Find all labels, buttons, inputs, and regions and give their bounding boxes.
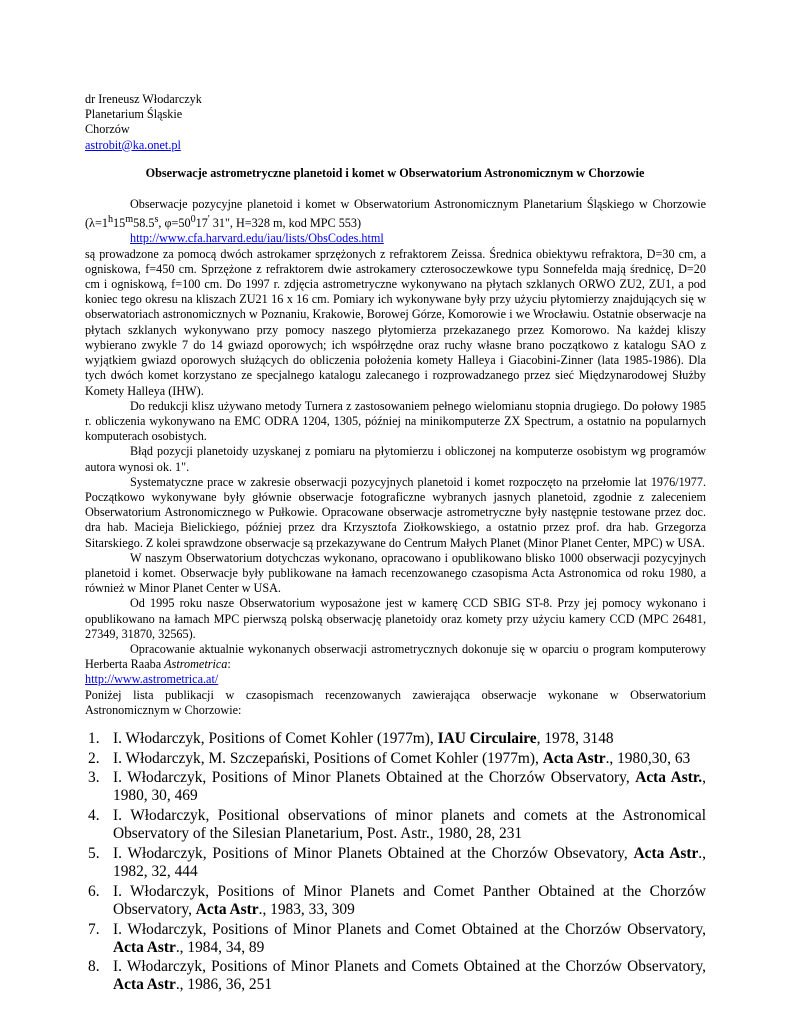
author-header [85, 92, 385, 153]
publication-list [80, 730, 706, 996]
publication-details: ., 1980,30, 63 [605, 749, 691, 767]
publication-text: I. Włodarczyk, Positions of Minor Planets and Comet Panther Obtained at the Chorzów Observatory, [113, 882, 706, 918]
publication-number: 7. [88, 920, 100, 938]
publication-text: I. Włodarczyk, Positions of Minor Planets Obtained at the Chorzów Obsevatory, [113, 844, 634, 862]
publication-details: , 1978, 3148 [536, 730, 614, 747]
astrometrica-link[interactable]: http://www.astrometrica.at/ [85, 672, 219, 687]
publication-number: 5. [88, 844, 100, 862]
publication-number: 2. [88, 749, 100, 767]
publication-details: ., 1983, 33, 309 [258, 900, 355, 918]
author-name: dr Ireneusz Włodarczyk [85, 92, 202, 106]
author-city: Chorzów [85, 122, 130, 137]
publication-journal: Acta Astr [195, 900, 259, 918]
publication-details: , 1980, 30, 469 [113, 769, 706, 805]
paragraph-location: Obserwacje pozycyjne planetoid i komet w Obserwatorium Astronomicznym Planetarium Śląskiego w Chorzowie ($\lambda=1^h15^m58.5^s$, $\varphi=50^017'$ 31", H=328 m, kod MPC 553) [85, 197, 706, 231]
publication-number: 6. [88, 882, 100, 900]
publication-item [80, 845, 706, 881]
publication-number: 8. [88, 958, 100, 976]
publication-number: 4. [88, 807, 100, 825]
publication-journal: Acta Astr [542, 749, 606, 767]
paragraph-error: Błąd pozycji planetoidy uzyskanej z pomiaru na płytomierzu i obliczonej na komputerze osobistym wg programów autora wynosi ok. 1". [85, 444, 706, 474]
publication-number: 3. [88, 769, 100, 787]
publication-item [80, 769, 706, 805]
publication-text: I. Włodarczyk, Positions of Minor Planets and Comets Obtained at the Chorzów Observatory, [113, 958, 706, 976]
publication-journal: IAU Circulaire [437, 730, 537, 747]
paragraph-software: Opracowanie aktualnie wykonanych obserwacji astrometrycznych dokonuje się w oparciu o program komputerowy Herberta Raaba Astrometrica: [85, 641, 706, 672]
publication-text: I. Włodarczyk, M. Szczepański, Positions of Comet Kohler (1977m), [113, 749, 543, 767]
publication-item [80, 807, 706, 843]
publication-journal: Acta Astr [633, 844, 699, 862]
publication-journal: Acta Astr. [635, 769, 703, 787]
author-institution: Planetarium Śląskie [85, 107, 183, 122]
publication-details: ., 1986, 36, 251 [175, 976, 273, 994]
publication-item [80, 921, 706, 957]
paragraph-publications: W naszym Obserwatorium dotychczas wykonano, opracowano i opublikowano blisko 1000 obserwacji pozycyjnych planetoid i komet. Obserwacje były publikowane na łamach recenzowanego czasopisma Acta Astronomica od roku 1980, a również w Minor Planet Center w USA. [85, 550, 706, 596]
document-title: Obserwacje astrometryczne planetoid i komet w Obserwatorium Astronomicznym w Chorzowie [145, 166, 645, 180]
publication-text: I. Włodarczyk, Positions of Comet Kohler (1977m), [113, 730, 438, 747]
publication-journal: Acta Astr [113, 976, 176, 994]
paragraph-equipment: są prowadzone za pomocą dwóch astrokamer sprzężonych z refraktorem Zeissa. Średnica obiektywu refraktora, D=30 cm, a ogniskowa, f=450 cm. Sprzężone z refraktorem dwie astrokamery czterosoczewkowe typu Sonnefelda mają średnicę, D=20 cm i ogniskową, f=100 cm. Do 1997 r. zdjęcia astrometryczne wykonywano na płytach szklanych ORWO ZU2, ZU1, a pod koniec tego okresu na kliszach ZU21 16 x 16 cm. Pomiary ich wykonywane były przy użyciu płytomierzy znajdujących się w obserwatoriach astronomicznych w Poznaniu, Krakowie, Borowej Górze, Komorowie i we Wrocławiu. Ostatnie obserwacje na płytach szklanych wykonywano przy pomocy naszego płytomierza przekazanego przez Komorowo. Na każdej kliszy wybierano zwykle 7 do 14 gwiazd oporowych; ich współrzędne oraz ruchy własne brano początkowo z katalogu SAO z wyjątkiem gwiazd oporowych służących do obliczenia położenia komety Halleya i Giacobini-Zinner (lata 1985-1986). Dla tych dwóch komet korzystano ze specjalnego katalogu zalecanego i rozprowadzanego przez sieć Międzynarodowej Służby Komety Halleya (IHW). [85, 246, 706, 398]
publication-text: I. Włodarczyk, Positions of Minor Planets and Comet Obtained at the Chorzów Observatory, [113, 920, 706, 938]
publication-item [80, 883, 706, 919]
publication-item [80, 730, 706, 748]
publication-number: 1. [88, 730, 100, 747]
paragraph-history: Systematyczne prace w zakresie obserwacji pozycyjnych planetoid i komet rozpoczęto na przełomie lat 1976/1977. Początkowo wykonywane były głównie obserwacje fotograficzne wybranych jasnych planetoid, zgodnie z zaleceniem Obserwatorium Astronomicznego w Pułkowie. Opracowane obserwacje astrometryczne były następnie testowane przez doc. dra hab. Macieja Bielickiego, później przez dra Krzysztofa Ziołkowskiego, a ostatnio przez prof. dra hab. Grzegorza Sitarskiego. Z kolei sprawdzone obserwacje są przekazywane do Centrum Małych Planet (Minor Planet Center, MPC) w USA. [85, 474, 706, 550]
paragraph-ccd: Od 1995 roku nasze Obserwatorium wyposażone jest w kamerę CCD SBIG ST-8. Przy jej pomocy wykonano i opublikowano na łamach MPC pierwszą polską obserwację planetoidy oraz komety przy użyciu kamery CCD (MPC 26481, 27349, 31870, 32565). [85, 596, 706, 641]
publication-details: ., 1984, 34, 89 [175, 938, 265, 956]
article-body [85, 197, 706, 718]
paragraph-list-intro: Poniżej lista publikacji w czasopismach recenzowanych zawierająca obserwacje wykonane w Obserwatorium Astronomicznym w Chorzowie: [85, 687, 706, 717]
publication-item [80, 958, 706, 994]
publication-item [80, 750, 706, 768]
publication-details: ., 1982, 32, 444 [113, 844, 706, 881]
obscodes-link[interactable]: http://www.cfa.harvard.edu/iau/lists/ObsCodes.html [130, 231, 384, 246]
publication-text: I. Włodarczyk, Positions of Minor Planets Obtained at the Chorzów Observatory, [113, 769, 636, 787]
publication-journal: Acta Astr [113, 938, 176, 956]
email-link[interactable]: astrobit@ka.onet.pl [85, 137, 181, 152]
publication-text: I. Włodarczyk, Positional observations of minor planets and comets at the Astronomical Observatory of the Silesian Planetarium, Post. Astr., 1980, 28, 231 [113, 807, 706, 843]
paragraph-reduction: Do redukcji klisz używano metody Turnera z zastosowaniem pełnego wielomianu stopnia drugiego. Do połowy 1985 r. obliczenia wykonywano na EMC ODRA 1204, 1305, później na minikomputerze ZX Spectrum, a ostatnio na popularnych komputerach osobistych. [85, 398, 706, 444]
